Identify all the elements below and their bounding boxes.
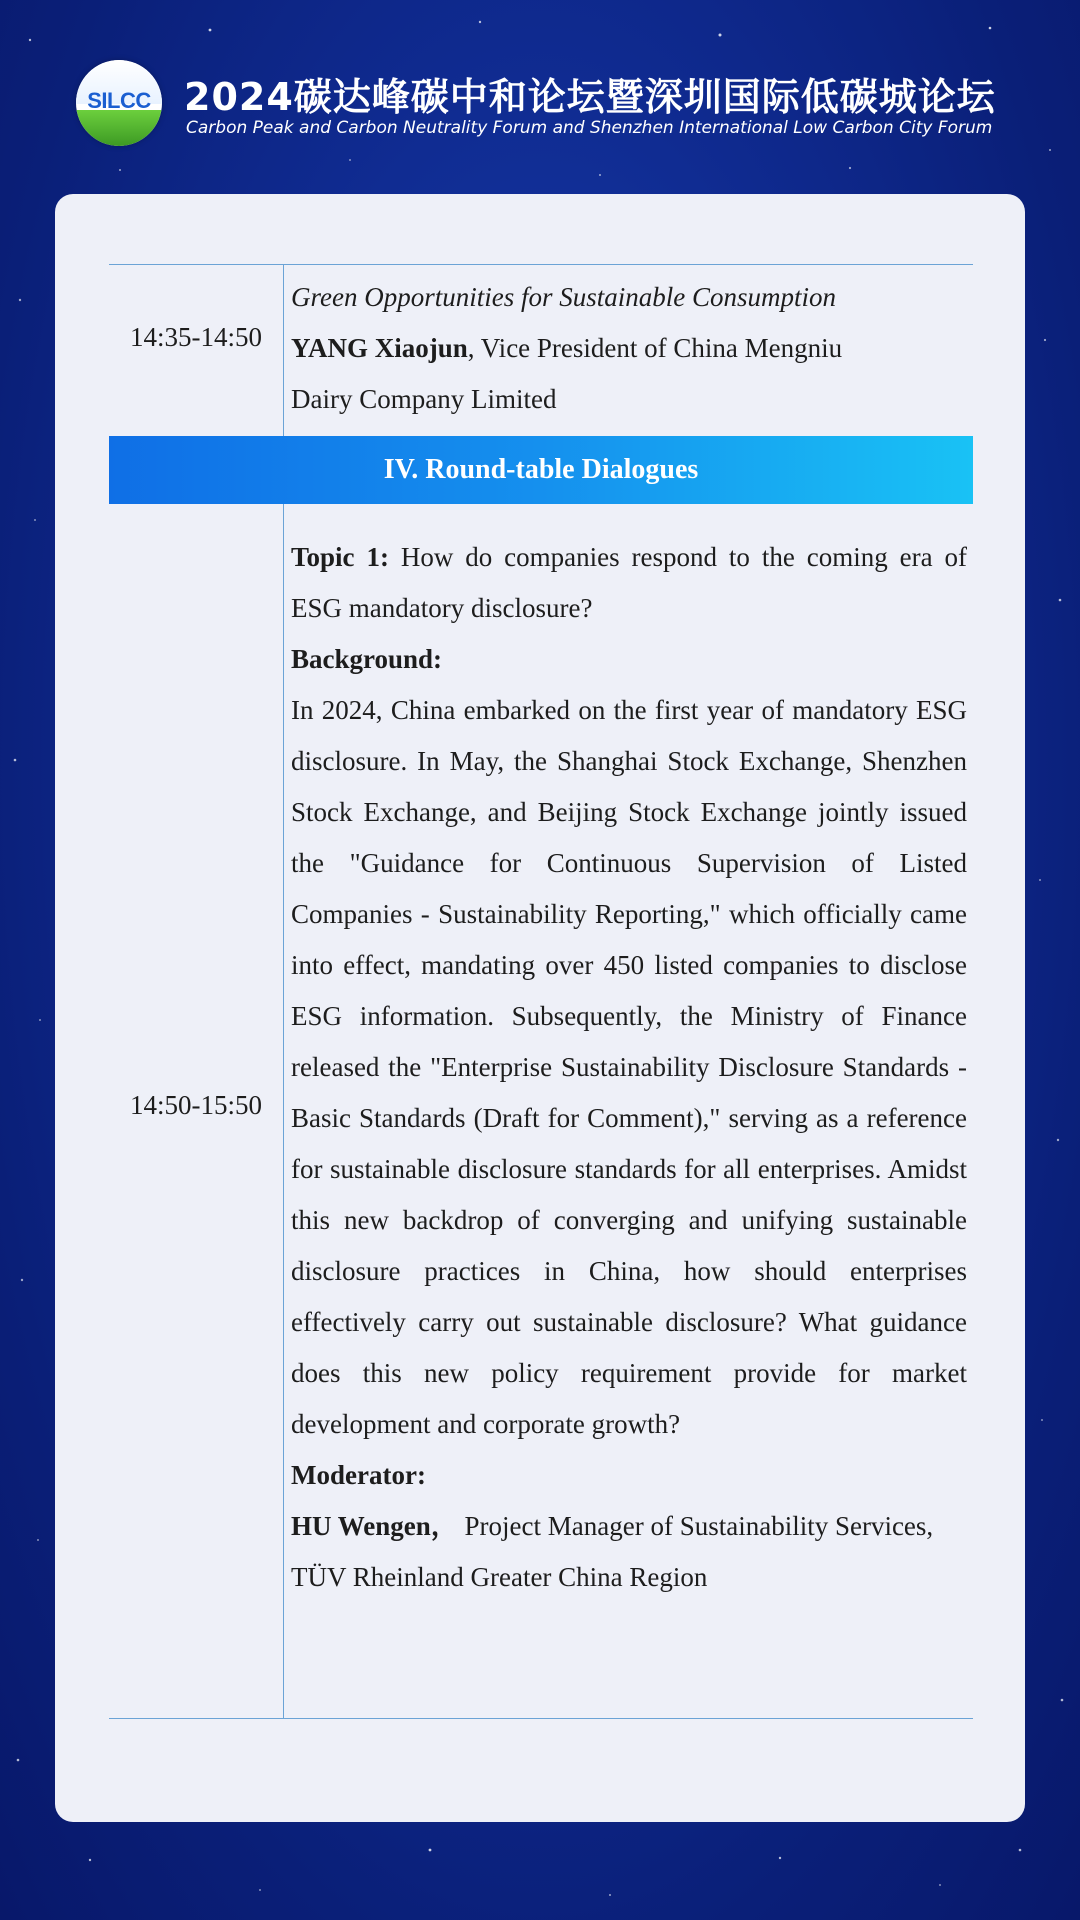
agenda-card xyxy=(55,194,1025,1822)
logo-hill xyxy=(76,110,162,146)
row2-content xyxy=(291,532,967,1603)
row2-time: 14:50-15:50 xyxy=(130,1090,262,1120)
moderator-name: HU Wengen， xyxy=(291,1511,458,1541)
forum-title-english: Carbon Peak and Carbon Neutrality Forum and Shenzhen International Low Carbon City Forum xyxy=(186,118,993,138)
section-title: IV. Round-table Dialogues xyxy=(383,454,699,485)
topic-paragraph xyxy=(291,532,967,634)
moderator-role: Project Manager of Sustainability Services, TÜV Rheinland Greater China Region xyxy=(291,1511,934,1592)
speaker-role-continued: Dairy Company Limited xyxy=(291,384,557,414)
logo-text: SILCC xyxy=(87,88,151,113)
topic-label: Topic 1: xyxy=(291,542,389,572)
background-label-text: Background: xyxy=(291,644,443,674)
silcc-logo xyxy=(76,60,162,146)
table-top-rule xyxy=(109,264,973,265)
forum-title-chinese: 2024碳达峰碳中和论坛暨深圳国际低碳城论坛 xyxy=(184,75,996,119)
talk-title: Green Opportunities for Sustainable Consumption xyxy=(291,282,836,312)
section-band xyxy=(109,436,973,504)
forum-header xyxy=(76,60,1016,150)
row2-divider xyxy=(283,504,284,1718)
row1-content xyxy=(291,272,967,425)
row1-time: 14:35-14:50 xyxy=(130,322,262,352)
moderator-label-text: Moderator: xyxy=(291,1460,426,1490)
table-bottom-rule xyxy=(109,1718,973,1719)
speaker-role: , Vice President of China Mengniu xyxy=(467,333,843,363)
speaker-line xyxy=(291,323,967,374)
row1-divider xyxy=(283,264,284,436)
speaker-name: YANG Xiaojun xyxy=(291,333,468,363)
background-label xyxy=(291,634,967,685)
moderator-label xyxy=(291,1450,967,1501)
background-text: In 2024, China embarked on the first year of mandatory ESG disclosure. In May, the Shanghai Stock Exchange, Shenzhen Stock Exchange, and Beijing Stock Exchange jointly issued the "Guidance for Continuous Supervision of Listed Companies - Sustainability Reporting," which officially came into effect, mandating over 450 listed companies to disclose ESG information. Subsequently, the Ministry of Finance released the "Enterprise Sustainability Disclosure Standards - Basic Standards (Draft for Comment)," serving as a reference for sustainable disclosure standards for all enterprises. Amidst this new backdrop of converging and unifying sustainable disclosure practices in China, how should enterprises effectively carry out sustainable disclosure? What guidance does this new policy requirement provide for market development and corporate growth? xyxy=(291,695,967,1439)
topic-text: How do companies respond to the coming era of ESG mandatory disclosure? xyxy=(291,542,967,623)
moderator-paragraph xyxy=(291,1501,967,1603)
